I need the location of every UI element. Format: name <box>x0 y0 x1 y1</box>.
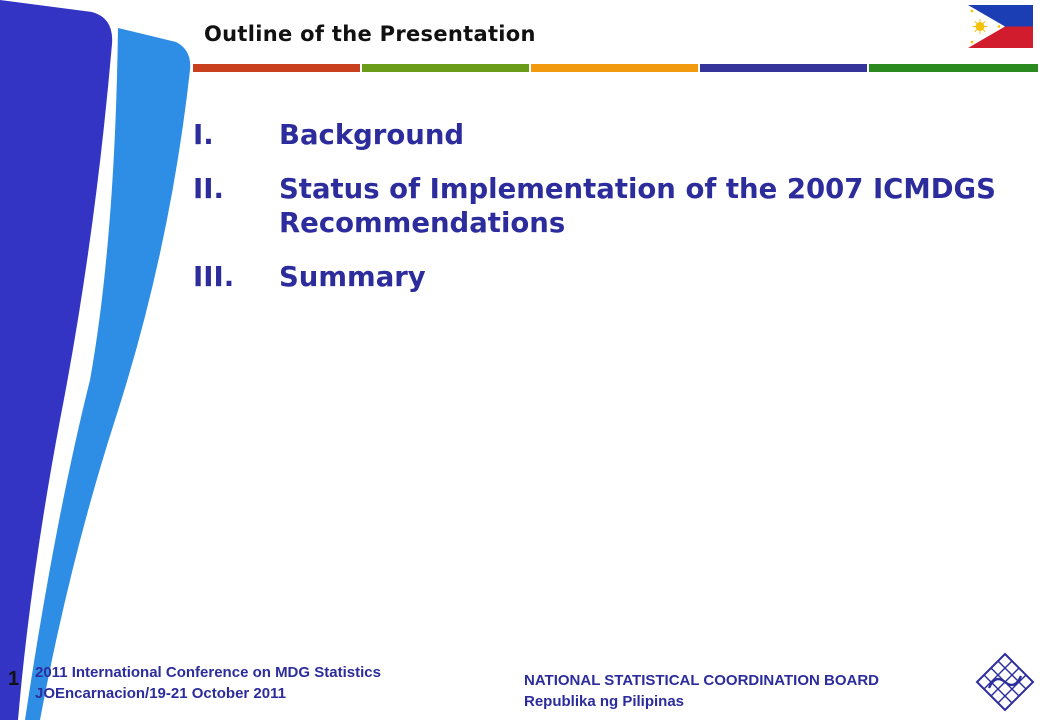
nscb-logo-icon <box>975 652 1035 712</box>
philippine-flag-icon <box>968 5 1033 48</box>
outline-list <box>193 118 1013 314</box>
footer-country: Republika ng Pilipinas <box>524 693 685 710</box>
outline-item-number: I. <box>193 119 214 151</box>
outline-item-summary <box>193 260 1013 294</box>
color-bar-segment-red <box>193 64 360 72</box>
color-bar-segment-blue <box>700 64 867 72</box>
slide-title: Outline of the Presentation <box>204 22 536 46</box>
color-bar-segment-green <box>362 64 529 72</box>
page-number: 1 <box>8 668 20 690</box>
outline-item-text: Background <box>279 119 465 151</box>
outline-item-number: III. <box>193 261 235 293</box>
outline-item-status-of-implementation <box>193 172 1013 240</box>
left-decorative-swoosh <box>0 0 200 720</box>
outline-item-background <box>193 118 1013 152</box>
header-color-bar <box>193 64 1040 72</box>
footer-conference-name: 2011 International Conference on MDG Statistics <box>35 664 381 681</box>
footer-organization-name: NATIONAL STATISTICAL COORDINATION BOARD <box>524 672 879 689</box>
outline-item-text: Summary <box>279 261 426 293</box>
footer-author-date: JOEncarnacion/19-21 October 2011 <box>35 685 286 702</box>
color-bar-segment-orange <box>531 64 698 72</box>
footer-organization-info <box>524 670 879 712</box>
outline-item-text: Status of Implementation of the 2007 ICMDGS Recommendations <box>279 173 996 239</box>
outline-item-number: II. <box>193 173 224 205</box>
color-bar-segment-dark-green <box>869 64 1038 72</box>
footer-conference-info <box>35 662 381 704</box>
